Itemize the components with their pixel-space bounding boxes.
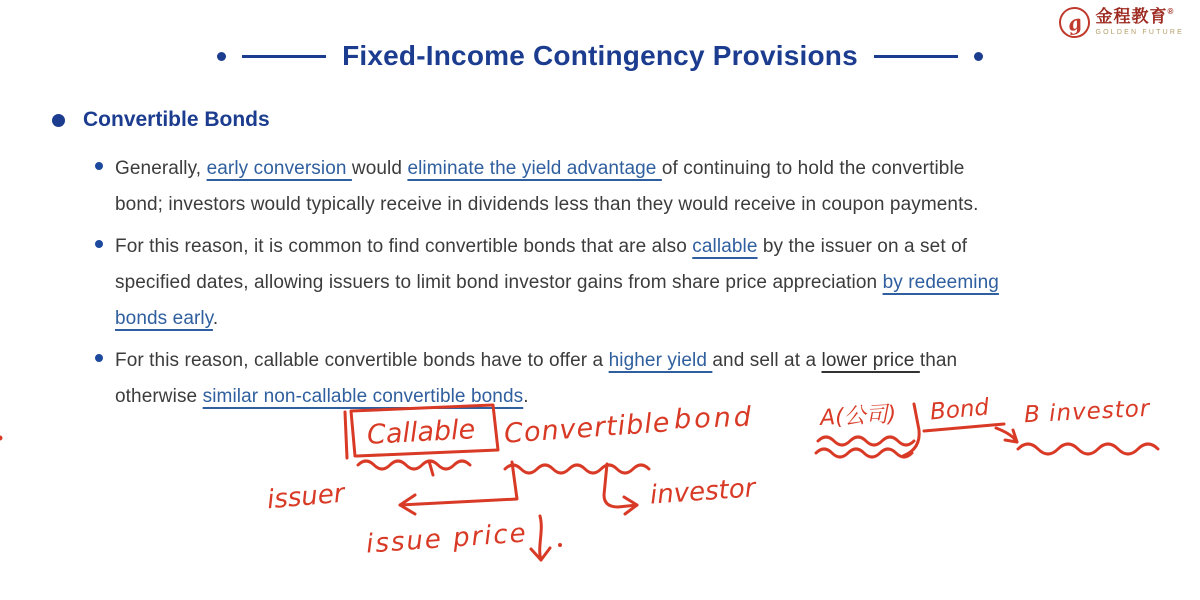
bullet-1-line-1 [115, 151, 1170, 187]
text-segment: bond; investors would typically receive in dividends less than they would receive in coupon payments. [115, 194, 979, 215]
registered-mark: ® [1167, 7, 1175, 17]
section-heading [52, 108, 270, 132]
bullet-1-line-2 [115, 187, 1170, 223]
brand-name-en: GOLDEN FUTURE [1095, 29, 1184, 36]
text-segment: than [919, 350, 958, 371]
bullet-2-line-2 [115, 265, 1170, 301]
bullet-item-1 [95, 151, 1170, 223]
logo-seal-icon: g [1056, 4, 1093, 41]
brand-logo [1059, 7, 1185, 38]
text-segment: of continuing to hold the convertible [661, 158, 965, 179]
circle-bullet-icon [95, 354, 103, 362]
circle-bullet-icon [95, 162, 103, 170]
text-segment: For this reason, it is common to find convertible bonds that are also [115, 236, 693, 257]
bullet-list [95, 151, 1170, 421]
filled-bullet-icon [52, 114, 65, 127]
key-term-underlined: bonds early [115, 308, 213, 329]
annotation-callable: Callable [366, 414, 476, 451]
text-segment: otherwise [115, 386, 203, 407]
bullet-3-line-1 [115, 343, 1170, 379]
text-segment: would [351, 158, 408, 179]
annotation-issuer: issuer [265, 478, 346, 516]
key-term-underlined: early conversion [206, 158, 352, 179]
annotation-bond: bond [673, 401, 755, 436]
annotation-investor-b: B investor [1023, 395, 1151, 429]
title-left-line [242, 55, 326, 58]
title-left-dot-icon [217, 52, 226, 61]
key-term-dark-underlined: lower price [821, 350, 920, 371]
title-row [0, 40, 1200, 72]
key-term-underlined: eliminate the yield advantage [407, 158, 662, 179]
circle-bullet-icon [95, 240, 103, 248]
bullet-2-line-1 [115, 229, 1170, 265]
title-right-line [874, 55, 958, 58]
text-segment: specified dates, allowing issuers to limit bond investor gains from share price appreciation [115, 272, 883, 293]
logo-text [1096, 8, 1185, 36]
text-segment: Generally, [115, 158, 207, 179]
key-term-underlined: higher yield [608, 350, 713, 371]
text-segment: and sell at a [712, 350, 822, 371]
text-segment: For this reason, callable convertible bonds have to offer a [115, 350, 609, 371]
text-segment: . [212, 308, 219, 329]
text-segment: . [523, 386, 529, 407]
annotation-company-a: A(公司) [819, 402, 897, 431]
title-right-dot-icon [974, 52, 983, 61]
key-term-underlined: by redeeming [882, 272, 999, 293]
annotation-convertible: Convertible [503, 407, 672, 450]
annotation-investor: investor [649, 473, 757, 511]
bullet-2-line-3 [115, 301, 1170, 337]
bullet-item-3 [95, 343, 1170, 415]
section-title: Convertible Bonds [83, 108, 270, 131]
annotation-bond-flow: Bond [928, 394, 991, 426]
page-title: Fixed-Income Contingency Provisions [342, 40, 858, 71]
text-segment: by the issuer on a set of [757, 236, 968, 257]
key-term-underlined: callable [692, 236, 758, 257]
annotation-issue-price: issue price [365, 518, 529, 560]
brand-name-cn: 金程教育® [1095, 7, 1175, 27]
key-term-underlined: similar non-callable convertible bonds [202, 386, 524, 407]
bullet-item-2 [95, 229, 1170, 337]
bullet-3-line-2 [115, 379, 1170, 415]
